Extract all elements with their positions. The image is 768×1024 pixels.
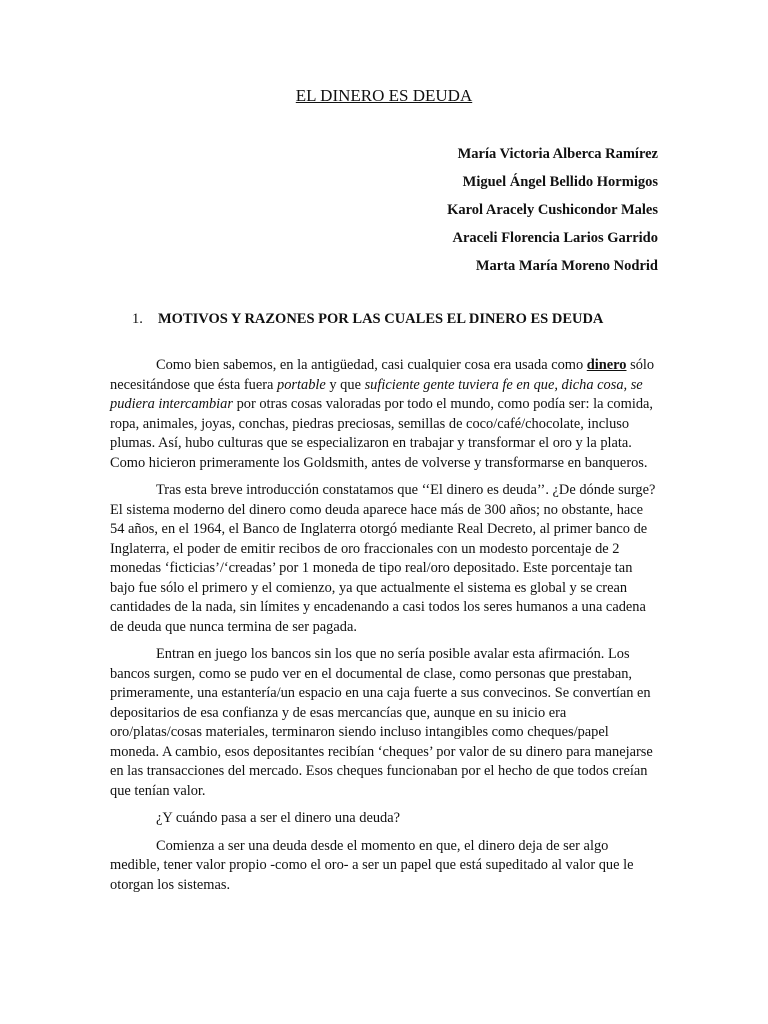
italic-term: portable	[277, 376, 326, 393]
text-run: sólo necesitándose que ésta fuera	[110, 357, 655, 393]
underlined-term: dinero	[586, 357, 627, 373]
section-heading	[132, 311, 603, 328]
section-title: MOTIVOS Y RAZONES POR LAS CUALES EL DINERO ES DEUDA	[158, 311, 604, 327]
document-body	[110, 356, 658, 903]
paragraph-4: ¿Y cuándo pasa a ser el dinero una deuda?	[156, 810, 400, 826]
italic-phrase: suficiente gente tuviera fe en que, dicha cosa, se pudiera intercambiar	[110, 376, 643, 412]
author-name: Karol Aracely Cushicondor Males	[447, 202, 658, 218]
document-title: EL DINERO ES DEUDA	[295, 86, 473, 105]
text-run: Como bien sabemos, en la antigüedad, casi cualquier cosa era usada como	[156, 357, 587, 373]
author-name: Marta María Moreno Nodrid	[475, 258, 658, 274]
text-run: y que	[325, 376, 365, 393]
paragraph-3: Entran en juego los bancos sin los que no sería posible avalar esta afirmación. Los bancos surgen, como se pudo ver en el documental de clase, como personas que prestaban, primeramente, una estantería/un espacio en una caja fuerte a sus convecinos. Se convertían en depositarios de esa confianza y de esas mercancías que, aunque en su inicio era oro/platas/cosas materiales, terminaron siendo incluso intangibles como cheques/papel moneda. A cambio, esos depositantes recibían ‘cheques’ por valor de su dinero para manejarse en las transacciones del mercado. Esos cheques funcionaban por el hecho de que todos creían que tenían valor.	[110, 646, 653, 799]
section-number: 1.	[132, 311, 143, 327]
authors-list	[447, 144, 658, 284]
paragraph-5: Comienza a ser una deuda desde el momento en que, el dinero deja de ser algo medible, tener valor propio -como el oro- a ser un papel que está supeditado al valor que le otorgan los sistemas.	[110, 837, 634, 893]
author-name: María Victoria Alberca Ramírez	[457, 146, 658, 162]
author-name: Araceli Florencia Larios Garrido	[452, 230, 658, 246]
paragraph-2: Tras esta breve introducción constatamos que ‘‘El dinero es deuda’’. ¿De dónde surge? El sistema moderno del dinero como deuda aparece hace más de 300 años; no obstante, hace 54 años, en el 1964, el Banco de Inglaterra otorgó mediante Real Decreto, al primer banco de Inglaterra, el poder de emitir recibos de oro fraccionales con un modesto porcentaje de 2 monedas ‘ficticias’/‘creadas’ por 1 moneda de tipo real/oro depositado. Este porcentaje tan bajo fue sólo el primero y el comienzo, ya que actualmente el sistema es global y se crean cantidades de la nada, sin límites y encadenando a casi todos los seres humanos a una cadena de deuda que nunca termina de ser pagada.	[110, 482, 656, 635]
author-name: Miguel Ángel Bellido Hormigos	[462, 174, 658, 190]
text-run: por otras cosas valoradas por todo el mundo, como podía ser: la comida, ropa, animales, joyas, conchas, piedras preciosas, semillas de coco/café/chocolate, incluso plumas. Así, hubo culturas que se especializaron en trabajar y transformar el oro y la plata. Como hicieron primeramente los Goldsmith, antes de volverse y transformarse en banqueros.	[110, 396, 654, 471]
paragraph-1	[110, 356, 658, 473]
